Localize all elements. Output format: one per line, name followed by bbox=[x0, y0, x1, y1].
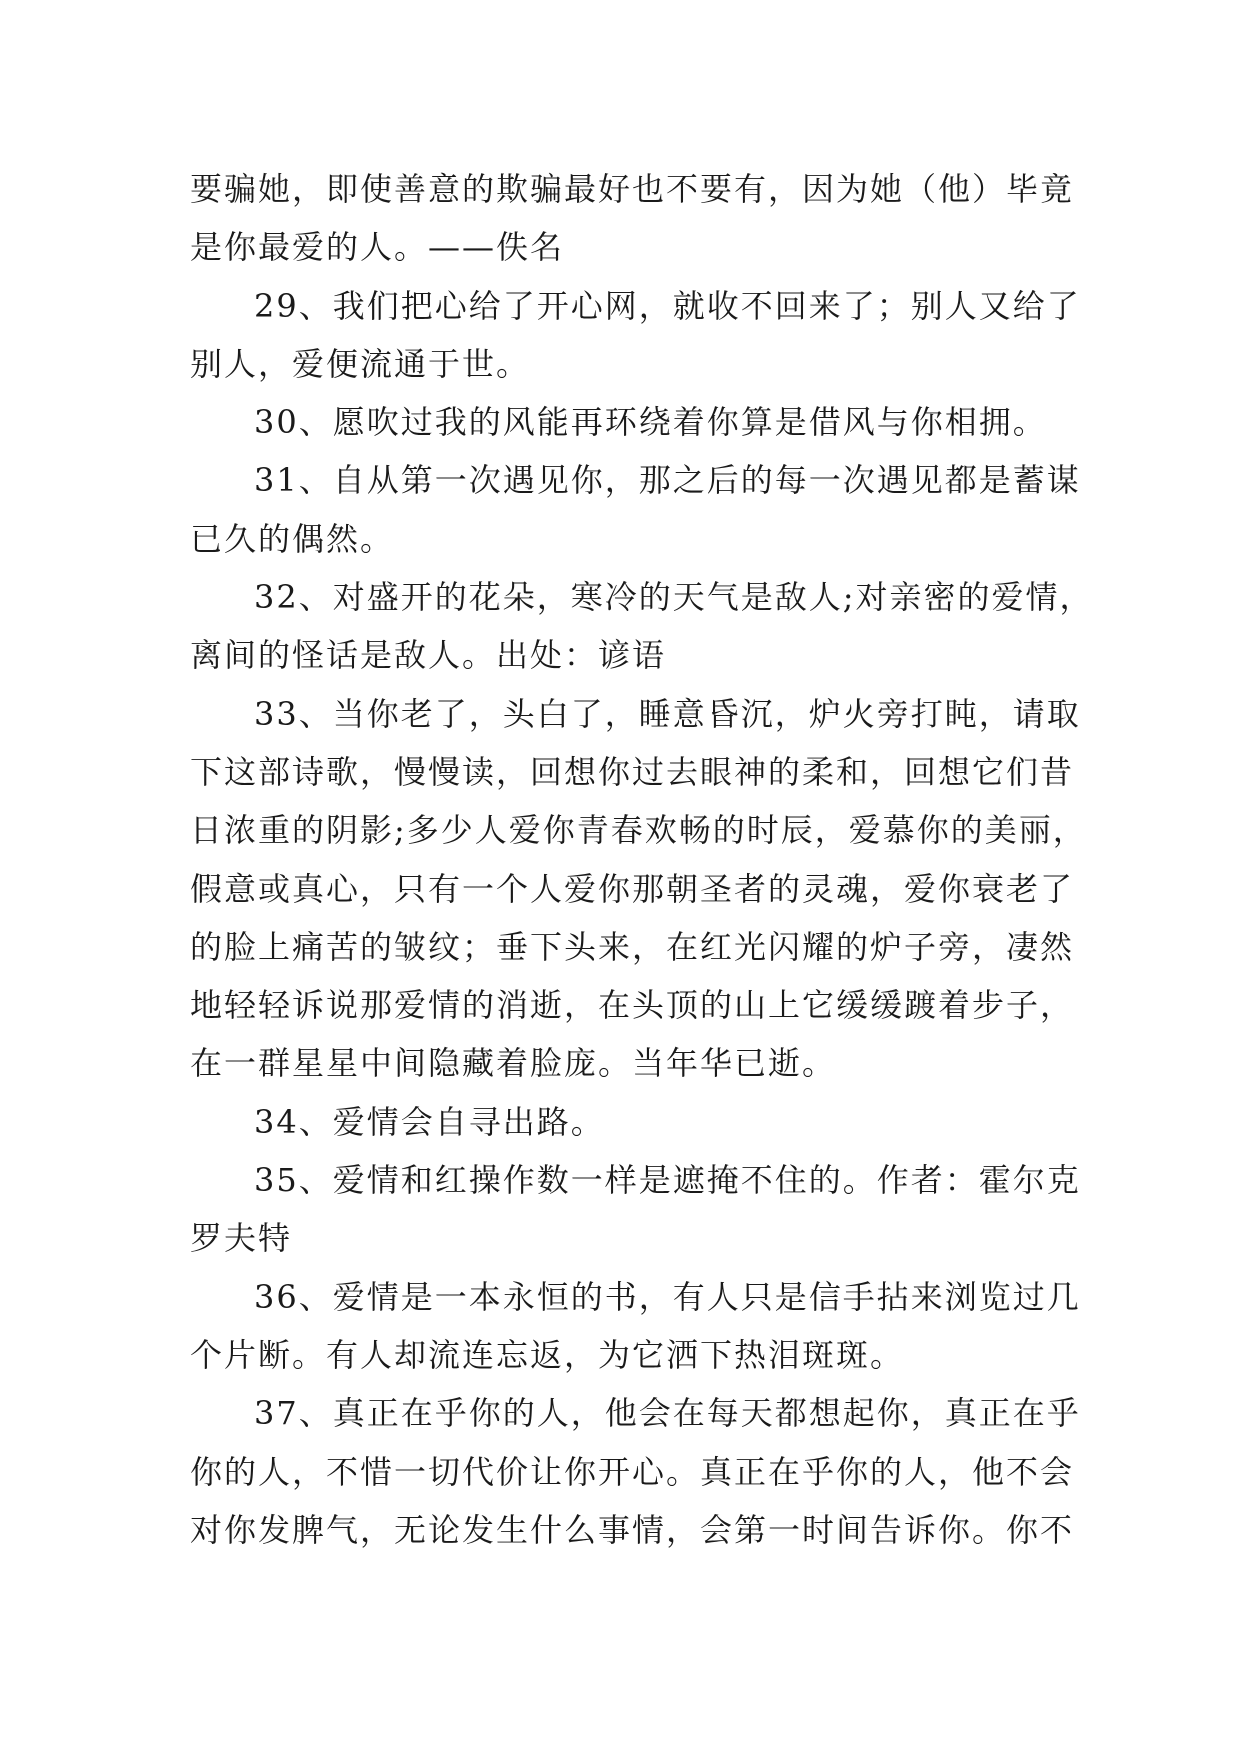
text-line: 对你发脾气，无论发生什么事情，会第一时间告诉你。你不 bbox=[190, 1510, 1075, 1549]
document-page bbox=[190, 160, 1094, 1559]
text-line: 你的人，不惜一切代价让你开心。真正在乎你的人，他不会 bbox=[190, 1452, 1075, 1491]
text-line: 罗夫特 bbox=[190, 1219, 293, 1258]
text-line: 是你最爱的人。——佚名 bbox=[190, 228, 565, 267]
text-line: 37、真正在乎你的人，他会在每天都想起你，真正在乎 bbox=[254, 1394, 1081, 1433]
text-line: 在一群星星中间隐藏着脸庞。当年华已逝。 bbox=[190, 1044, 837, 1083]
text-line: 离间的怪话是敌人。出处：谚语 bbox=[190, 636, 667, 675]
text-line: 别人，爱便流通于世。 bbox=[190, 344, 531, 383]
text-line: 34、爱情会自寻出路。 bbox=[254, 1102, 605, 1141]
text-line: 31、自从第一次遇见你，那之后的每一次遇见都是蓄谋 bbox=[254, 461, 1081, 500]
text-line: 33、当你老了，头白了，睡意昏沉，炉火旁打盹，请取 bbox=[254, 694, 1081, 733]
text-line: 要骗她，即使善意的欺骗最好也不要有，因为她（他）毕竟 bbox=[190, 170, 1075, 208]
text-line: 29、我们把心给了开心网，就收不回来了；别人又给了 bbox=[254, 286, 1081, 325]
text-line: 已久的偶然。 bbox=[190, 519, 395, 558]
text-line: 地轻轻诉说那爱情的消逝，在头顶的山上它缓缓踱着步子， bbox=[190, 986, 1075, 1025]
text-line: 的脸上痛苦的皱纹；垂下头来，在红光闪耀的炉子旁，凄然 bbox=[190, 927, 1075, 966]
text-line: 假意或真心，只有一个人爱你那朝圣者的灵魂，爱你衰老了 bbox=[190, 869, 1075, 908]
text-line: 个片断。有人却流连忘返，为它洒下热泪斑斑。 bbox=[190, 1335, 905, 1374]
text-line: 日浓重的阴影;多少人爱你青春欢畅的时辰，爱慕你的美丽， bbox=[190, 811, 1087, 850]
text-line: 下这部诗歌，慢慢读，回想你过去眼神的柔和，回想它们昔 bbox=[190, 752, 1075, 791]
text-line: 32、对盛开的花朵，寒冷的天气是敌人;对亲密的爱情， bbox=[254, 578, 1094, 617]
text-line: 36、爱情是一本永恒的书，有人只是信手拈来浏览过几 bbox=[254, 1277, 1081, 1316]
text-line: 35、爱情和红操作数一样是遮掩不住的。作者：霍尔克 bbox=[254, 1161, 1081, 1200]
text-line: 30、愿吹过我的风能再环绕着你算是借风与你相拥。 bbox=[254, 403, 1047, 442]
